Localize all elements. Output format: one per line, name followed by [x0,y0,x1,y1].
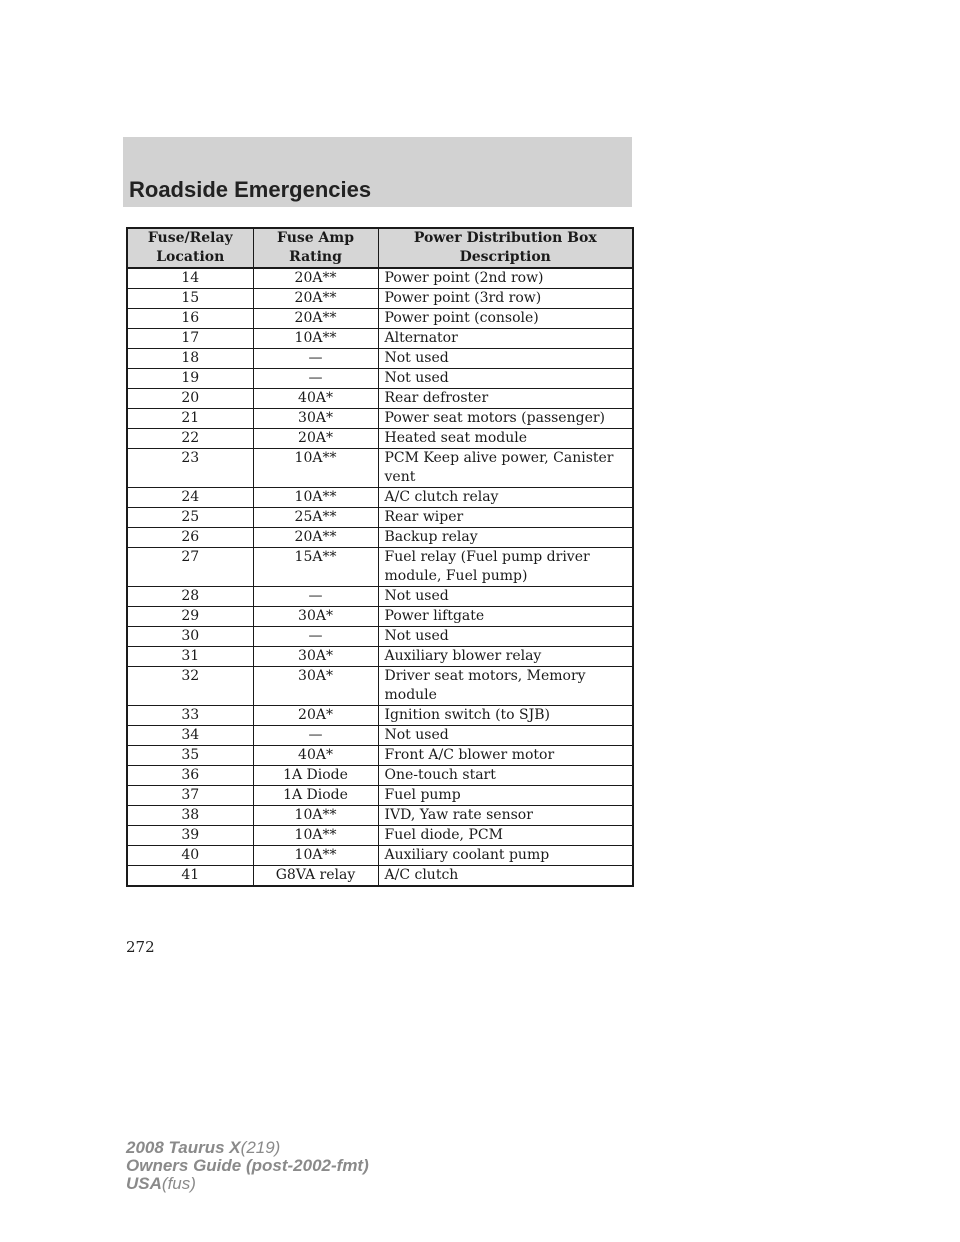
fuse-table-body [127,268,633,886]
cell-location: 15 [127,289,253,309]
cell-description: Alternator [378,329,633,349]
cell-description: Fuel relay (Fuel pump driver module, Fuel pump) [378,548,633,587]
table-row [127,429,633,449]
cell-rating: 10A** [253,329,378,349]
table-header-row [127,228,633,268]
table-row [127,667,633,706]
cell-rating: 25A** [253,508,378,528]
table-row [127,548,633,587]
cell-location: 37 [127,786,253,806]
footer-line-3 [126,1175,369,1193]
column-header-description: Power Distribution Box Description [378,228,633,268]
cell-description: Auxiliary coolant pump [378,846,633,866]
section-title: Roadside Emergencies [129,177,372,202]
cell-location: 17 [127,329,253,349]
cell-rating: 20A** [253,289,378,309]
cell-location: 22 [127,429,253,449]
section-header-band [123,137,632,207]
cell-rating: 10A** [253,846,378,866]
table-row [127,488,633,508]
cell-location: 23 [127,449,253,488]
cell-rating: — [253,369,378,389]
cell-rating: 10A** [253,806,378,826]
cell-description: Not used [378,587,633,607]
cell-location: 20 [127,389,253,409]
cell-description: Fuel pump [378,786,633,806]
cell-rating: G8VA relay [253,866,378,887]
table-row [127,349,633,369]
cell-description: Rear wiper [378,508,633,528]
cell-location: 38 [127,806,253,826]
cell-rating: 30A* [253,409,378,429]
cell-rating: 20A* [253,706,378,726]
cell-description: PCM Keep alive power, Canister vent [378,449,633,488]
cell-location: 34 [127,726,253,746]
column-header-location: Fuse/Relay Location [127,228,253,268]
table-row [127,726,633,746]
cell-description: Rear defroster [378,389,633,409]
table-row [127,786,633,806]
cell-location: 21 [127,409,253,429]
footer-line-2 [126,1157,369,1175]
cell-description: Not used [378,369,633,389]
table-row [127,826,633,846]
footer-market-code: (fus) [161,1174,196,1193]
cell-location: 30 [127,627,253,647]
cell-location: 40 [127,846,253,866]
cell-location: 14 [127,268,253,289]
table-row [127,369,633,389]
cell-rating: 30A* [253,647,378,667]
table-row [127,806,633,826]
cell-description: Auxiliary blower relay [378,647,633,667]
cell-description: Not used [378,627,633,647]
cell-description: One-touch start [378,766,633,786]
cell-rating: 15A** [253,548,378,587]
cell-location: 31 [127,647,253,667]
cell-description: Ignition switch (to SJB) [378,706,633,726]
table-row [127,647,633,667]
cell-description: IVD, Yaw rate sensor [378,806,633,826]
table-row [127,766,633,786]
cell-rating: 10A** [253,826,378,846]
cell-rating: 20A** [253,528,378,548]
table-row [127,607,633,627]
cell-location: 32 [127,667,253,706]
cell-location: 16 [127,309,253,329]
cell-description: Not used [378,349,633,369]
cell-description: A/C clutch [378,866,633,887]
cell-rating: 1A Diode [253,786,378,806]
cell-location: 29 [127,607,253,627]
cell-location: 26 [127,528,253,548]
footer-model: 2008 Taurus X [126,1138,241,1157]
page-number: 272 [126,938,155,956]
table-row [127,866,633,887]
table-row [127,746,633,766]
table-row [127,409,633,429]
table-row [127,309,633,329]
footer-guide-type: Owners Guide (post-2002-fmt) [126,1156,369,1175]
cell-description: Front A/C blower motor [378,746,633,766]
cell-rating: 30A* [253,667,378,706]
cell-rating: 10A** [253,449,378,488]
column-header-rating: Fuse Amp Rating [253,228,378,268]
cell-location: 18 [127,349,253,369]
footer-line-1 [126,1139,369,1157]
cell-description: Not used [378,726,633,746]
table-row [127,268,633,289]
cell-location: 39 [127,826,253,846]
cell-description: Power point (console) [378,309,633,329]
cell-description: Power point (2nd row) [378,268,633,289]
table-row [127,706,633,726]
cell-rating: — [253,587,378,607]
cell-location: 25 [127,508,253,528]
cell-description: Power seat motors (passenger) [378,409,633,429]
cell-rating: 1A Diode [253,766,378,786]
cell-rating: 20A* [253,429,378,449]
table-row [127,329,633,349]
table-row [127,627,633,647]
cell-rating: — [253,349,378,369]
cell-location: 41 [127,866,253,887]
cell-description: A/C clutch relay [378,488,633,508]
cell-location: 35 [127,746,253,766]
document-footer [126,1139,369,1193]
cell-description: Driver seat motors, Memory module [378,667,633,706]
table-row [127,289,633,309]
table-row [127,389,633,409]
cell-description: Power point (3rd row) [378,289,633,309]
table-row [127,846,633,866]
fuse-table [126,227,634,887]
table-row [127,449,633,488]
cell-description: Backup relay [378,528,633,548]
cell-location: 24 [127,488,253,508]
table-row [127,508,633,528]
cell-rating: — [253,726,378,746]
cell-rating: 20A** [253,309,378,329]
cell-rating: 40A* [253,746,378,766]
cell-description: Fuel diode, PCM [378,826,633,846]
footer-model-code: (219) [240,1138,281,1157]
cell-rating: — [253,627,378,647]
cell-rating: 40A* [253,389,378,409]
cell-location: 28 [127,587,253,607]
cell-rating: 30A* [253,607,378,627]
cell-description: Power liftgate [378,607,633,627]
cell-rating: 10A** [253,488,378,508]
cell-location: 33 [127,706,253,726]
cell-description: Heated seat module [378,429,633,449]
cell-location: 19 [127,369,253,389]
footer-market: USA [126,1174,162,1193]
cell-location: 27 [127,548,253,587]
table-row [127,528,633,548]
table-row [127,587,633,607]
cell-location: 36 [127,766,253,786]
cell-rating: 20A** [253,268,378,289]
